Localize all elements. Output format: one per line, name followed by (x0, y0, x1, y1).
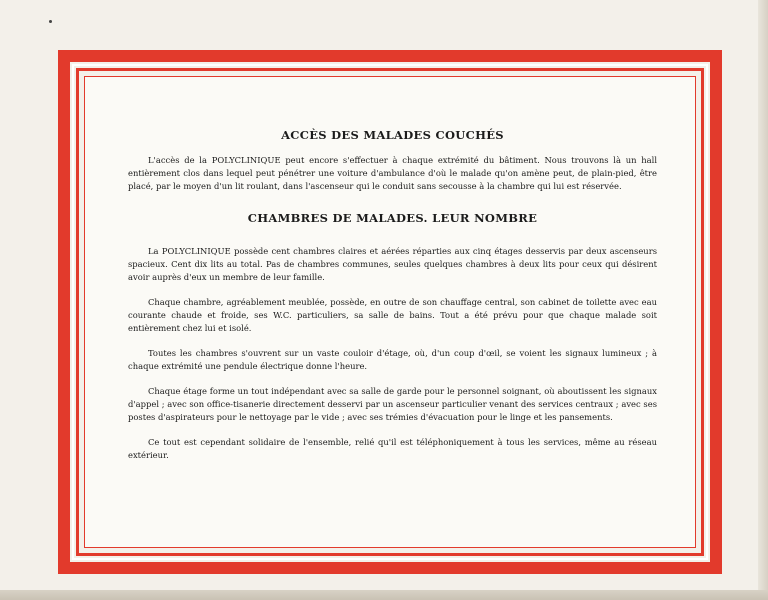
ink-dot (49, 20, 52, 23)
document-content (128, 118, 657, 462)
paragraph: La POLYCLINIQUE possède cent chambres claires et aérées réparties aux cinq étages desservis par deux ascenseurs spacieux. Cent dix lits au total. Pas de chambres communes, seules quelques chambres à deux lits pour ceux qui désirent avoir auprès d'eux un membre de leur famille. (128, 246, 657, 282)
page-edge-right (758, 0, 768, 600)
section-title: ACCÈS DES MALADES COUCHÉS (281, 128, 504, 142)
paragraph: Toutes les chambres s'ouvrent sur un vaste couloir d'étage, où, d'un coup d'œil, se voient les signaux lumineux ; à chaque extrémité une pendule électrique donne l'heure. (128, 348, 657, 371)
page-edge-bottom (0, 590, 768, 600)
section-title: CHAMBRES DE MALADES. LEUR NOMBRE (247, 211, 538, 225)
paragraph: Chaque étage forme un tout indépendant avec sa salle de garde pour le personnel soignant, où aboutissent les signaux d'appel ; avec son office-tisanerie directement desservi par un ascenseur particulier venant des services centraux ; avec ses postes d'aspirateurs pour le nettoyage par le vide ; avec ses trémies d'évacuation pour le linge et les pansements. (128, 386, 657, 422)
paragraph: Ce tout est cependant solidaire de l'ensemble, relié qu'il est téléphoniquement à tous les services, même au réseau extérieur. (128, 437, 657, 460)
paragraph: L'accès de la POLYCLINIQUE peut encore s'effectuer à chaque extrémité du bâtiment. Nous trouvons là un hall entièrement clos dans lequel peut pénétrer une voiture d'ambulance d'où le malade qu'on amène peut, de plain-pied, être placé, par le moyen d'un lit roulant, dans l'ascenseur qui le conduit sans secousse à la chambre qui lui est réservée. (128, 155, 657, 191)
paragraph: Chaque chambre, agréablement meublée, possède, en outre de son chauffage central, son cabinet de toilette avec eau courante chaude et froide, ses W.C. particuliers, sa salle de bains. Tout a été prévu pour que chaque malade soit entièrement chez lui et isolé. (128, 297, 657, 333)
